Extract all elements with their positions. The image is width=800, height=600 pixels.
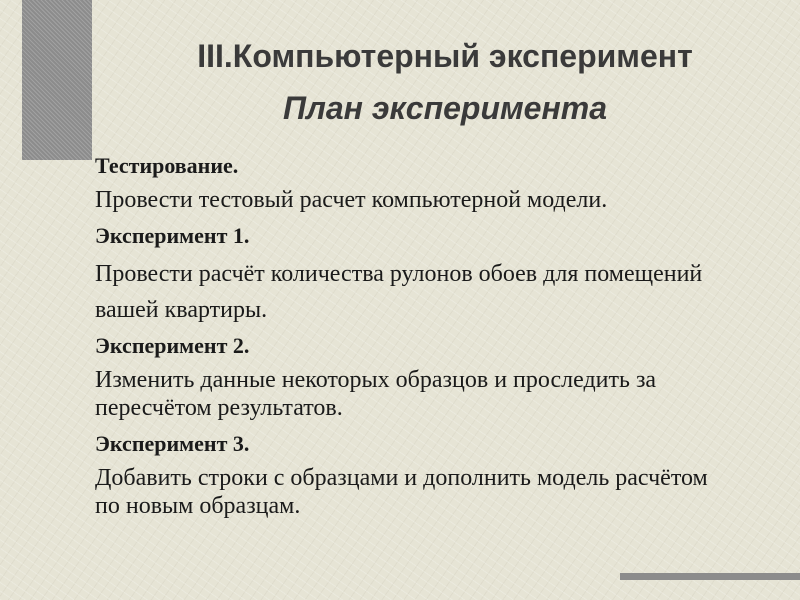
item-text-experiment-2: Изменить данные некоторых образцов и проследить за пересчётом результатов. (95, 367, 657, 421)
item-heading-experiment-3: Эксперимент 3. (95, 431, 250, 456)
decorative-side-bar (22, 0, 92, 160)
slide-content (95, 152, 735, 528)
item-text-experiment-1: Провести расчёт количества рулонов обоев для помещений вашей квартиры. (95, 261, 703, 323)
item-heading-experiment-2: Эксперимент 2. (95, 333, 250, 358)
item-text-experiment-3: Добавить строки с образцами и дополнить модель расчётом по новым образцам. (95, 465, 708, 519)
item-heading-experiment-1: Эксперимент 1. (95, 223, 250, 248)
item-heading-testing: Тестирование. (95, 153, 239, 178)
item-text-testing: Провести тестовый расчет компьютерной модели. (95, 187, 608, 213)
decorative-bottom-line (620, 573, 800, 580)
slide-title: III.Компьютерный эксперимент (197, 38, 693, 74)
slide-subtitle: План эксперимента (282, 90, 608, 126)
